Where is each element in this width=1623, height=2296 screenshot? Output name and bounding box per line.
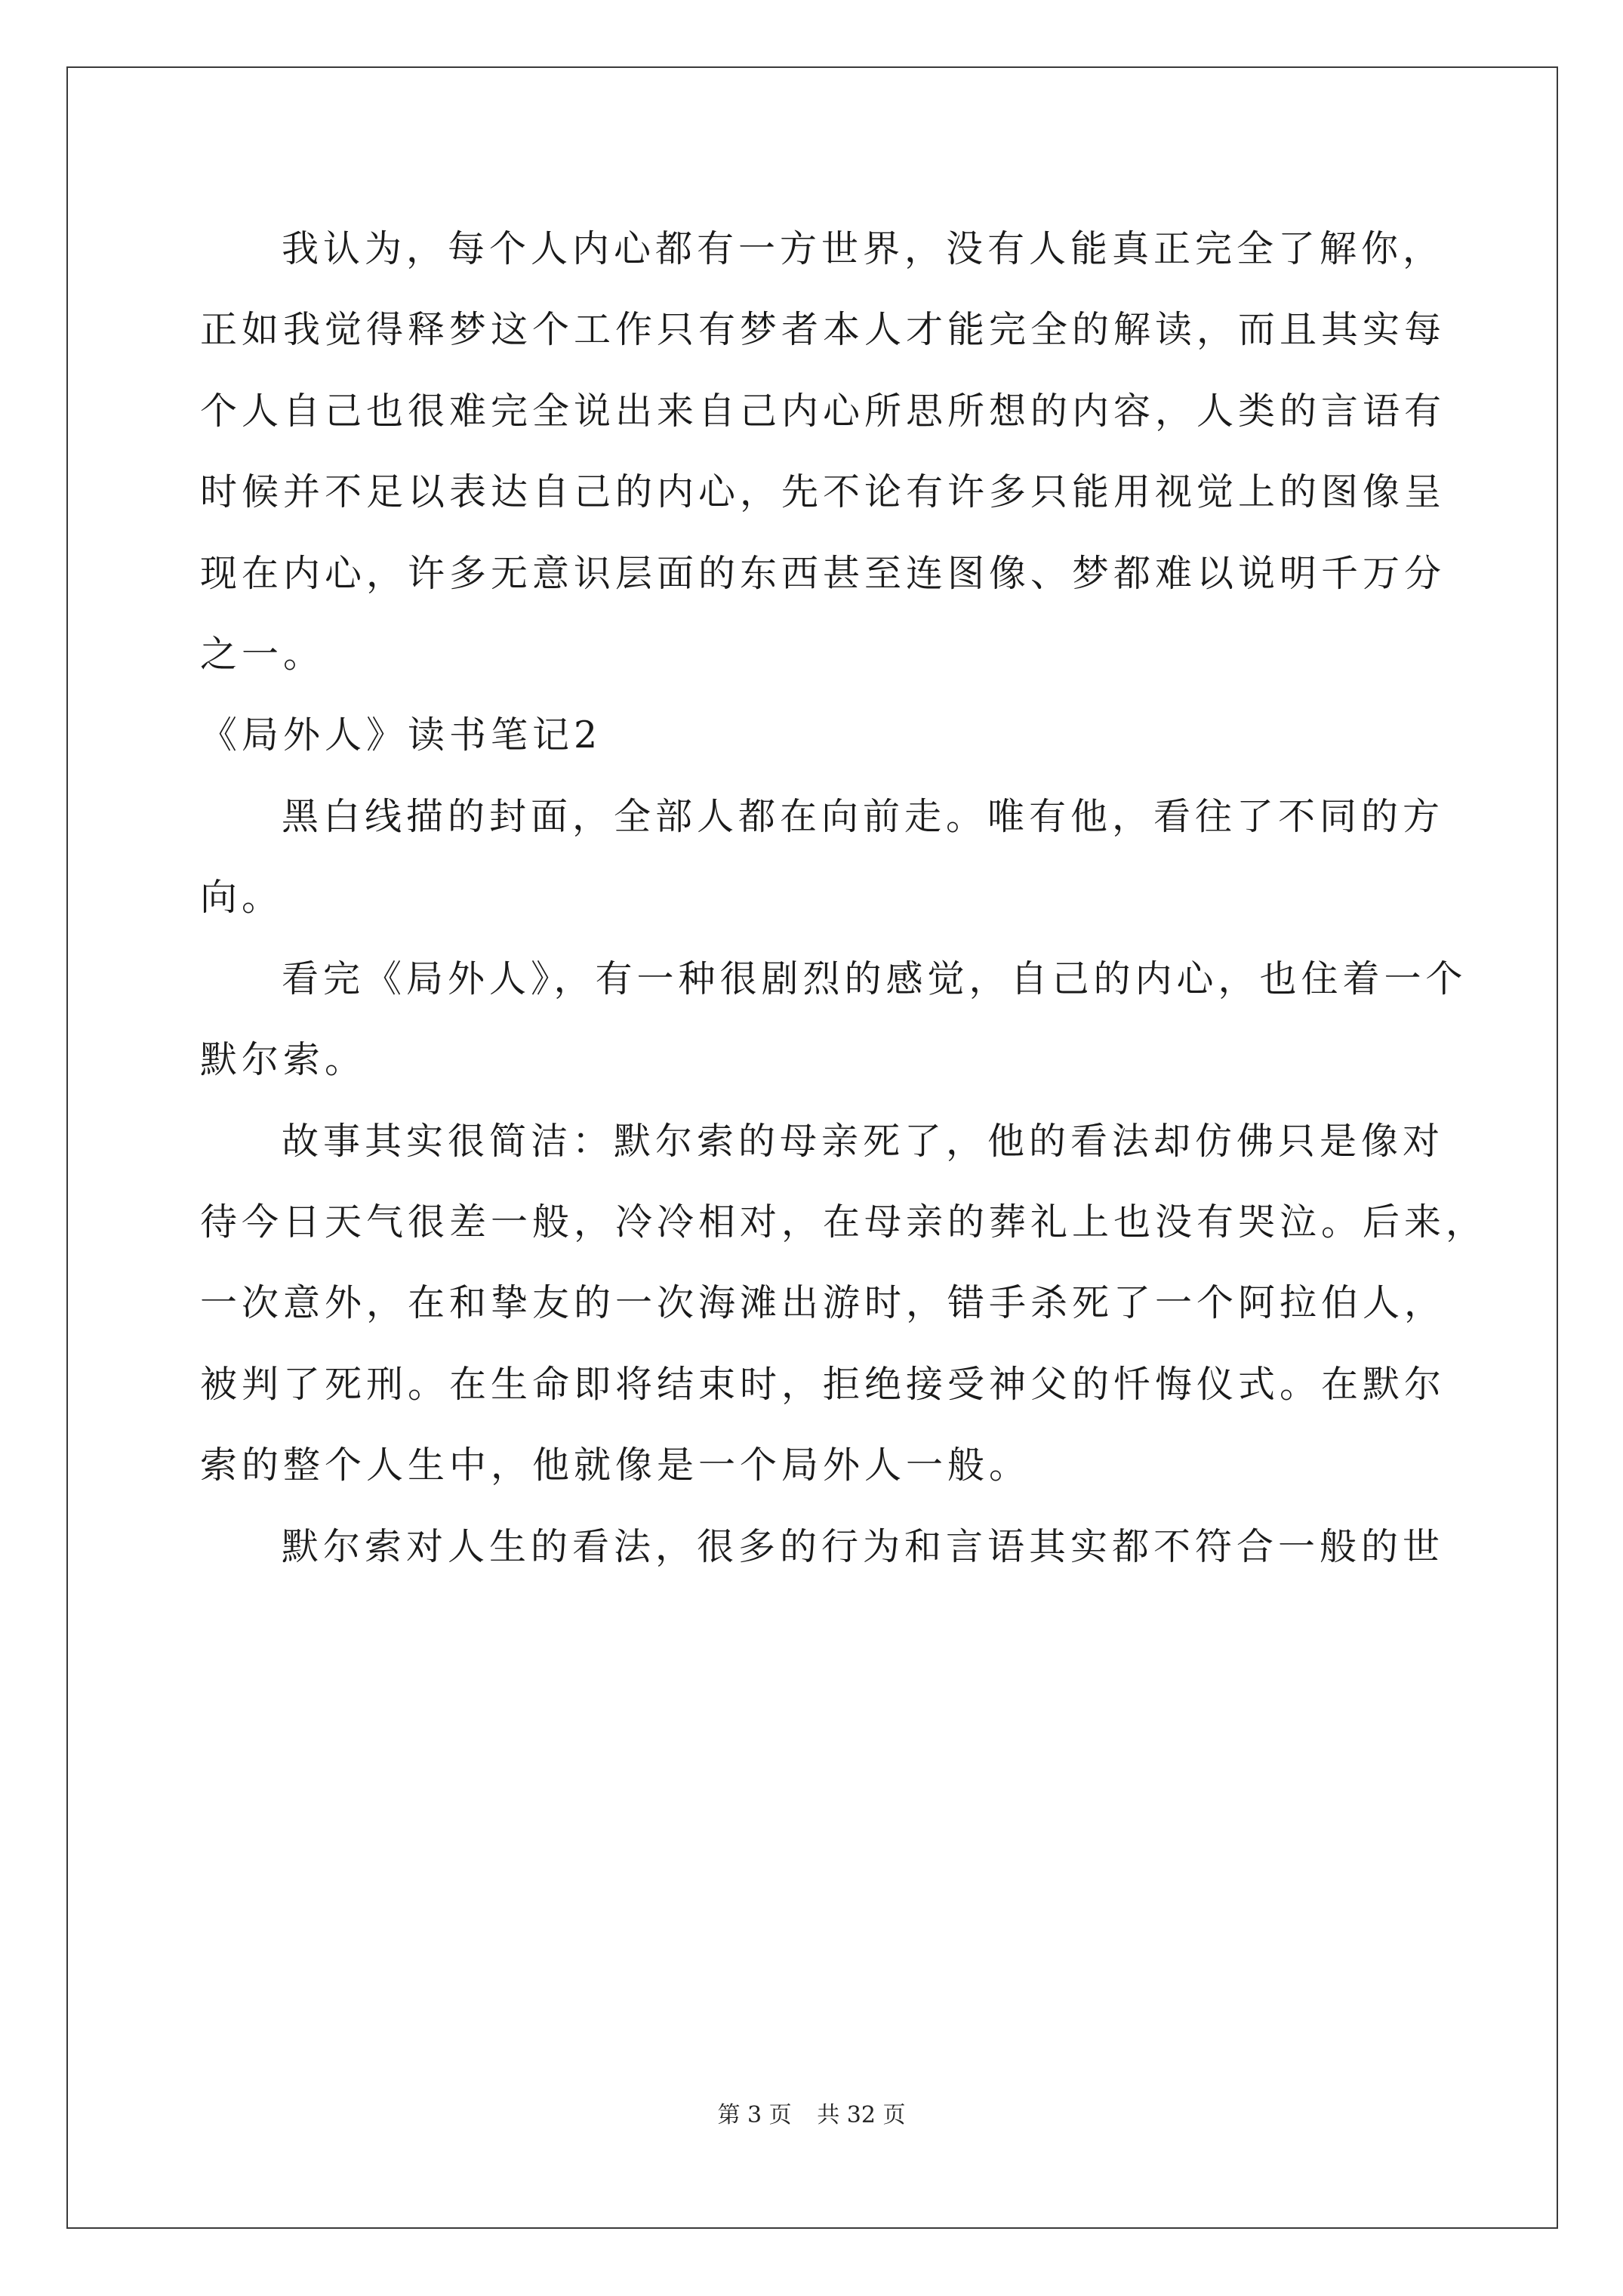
paragraph-line: 默尔索对人生的看法，很多的行为和言语其实都不符合一般的世 bbox=[282, 1525, 1445, 1568]
paragraph-line: 之一。 bbox=[200, 633, 325, 676]
paragraph-line: 向。 bbox=[200, 876, 284, 919]
paragraph-line: 我认为，每个人内心都有一方世界，没有人能真正完全了解你， bbox=[282, 227, 1445, 270]
paragraph-line: 个人自己也很难完全说出来自己内心所思所想的内容，人类的言语有 bbox=[200, 390, 1446, 433]
section-heading: 《局外人》读书笔记2 bbox=[200, 713, 602, 757]
page-total: 共 32 页 bbox=[817, 2102, 906, 2128]
paragraph-line: 黑白线描的封面，全部人都在向前走。唯有他，看往了不同的方 bbox=[282, 795, 1445, 838]
paragraph-line: 时候并不足以表达自己的内心，先不论有许多只能用视觉上的图像呈 bbox=[200, 470, 1446, 513]
paragraph-line: 现在内心，许多无意识层面的东西甚至连图像、梦都难以说明千万分 bbox=[200, 552, 1446, 595]
paragraph-line: 默尔索。 bbox=[200, 1038, 367, 1081]
paragraph-line: 正如我觉得释梦这个工作只有梦者本人才能完全的解读，而且其实每 bbox=[200, 308, 1446, 351]
paragraph-line: 看完《局外人》，有一种很剧烈的感觉，自己的内心，也住着一个 bbox=[282, 957, 1467, 1000]
paragraph-line: 待今日天气很差一般，冷冷相对，在母亲的葬礼上也没有哭泣。后来， bbox=[200, 1200, 1488, 1244]
paragraph-line: 被判了死刑。在生命即将结束时，拒绝接受神父的忏悔仪式。在默尔 bbox=[200, 1363, 1446, 1406]
page-footer bbox=[0, 2096, 1623, 2129]
paragraph-line: 一次意外，在和挚友的一次海滩出游时，错手杀死了一个阿拉伯人， bbox=[200, 1281, 1446, 1324]
paragraph-line: 索的整个人生中，他就像是一个局外人一般。 bbox=[200, 1444, 1031, 1487]
page-number: 第 3 页 bbox=[717, 2102, 792, 2128]
paragraph-line: 故事其实很简洁：默尔索的母亲死了，他的看法却仿佛只是像对 bbox=[282, 1120, 1445, 1163]
